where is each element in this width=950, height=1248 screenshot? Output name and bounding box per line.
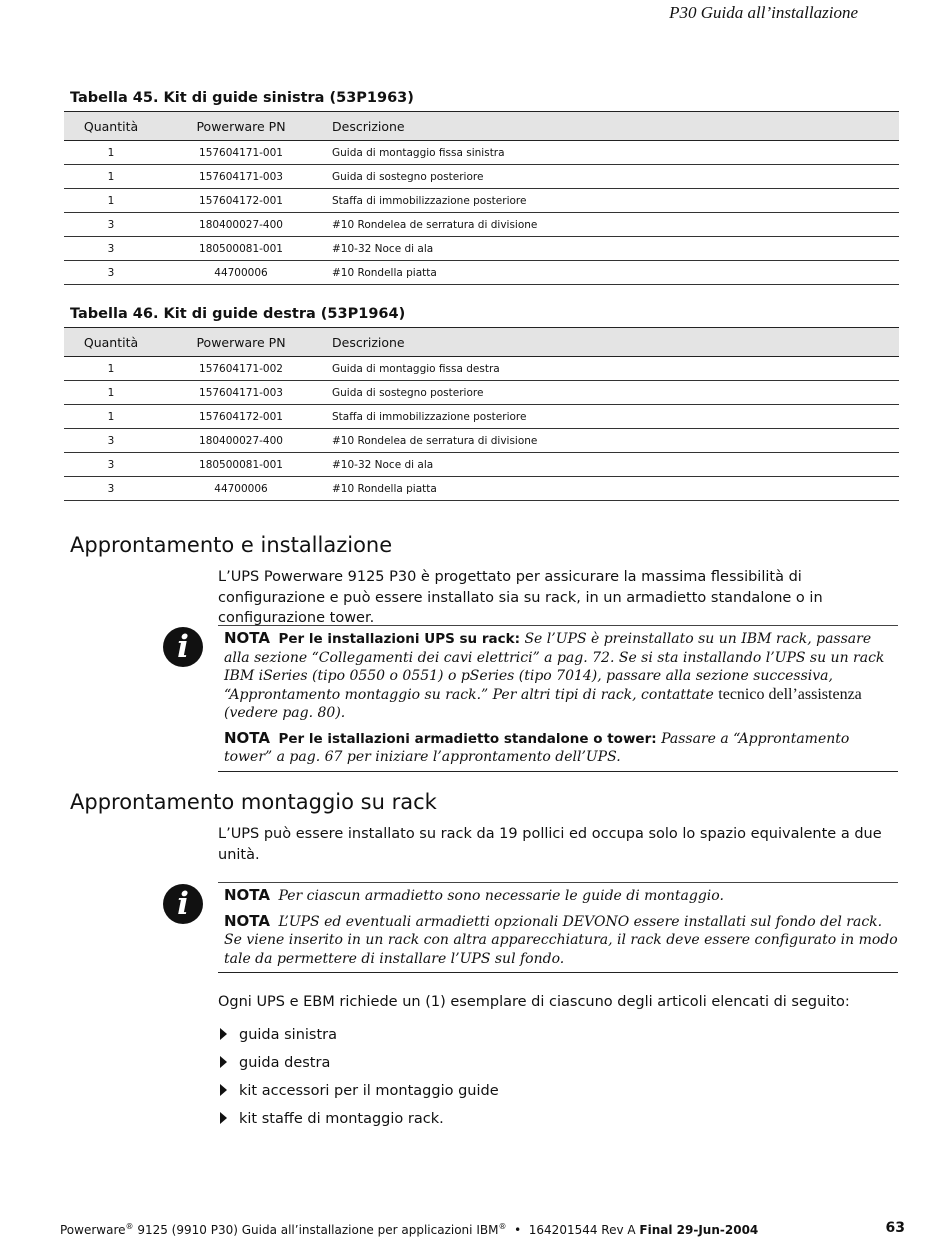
cell-qty: 1 <box>64 189 158 213</box>
cell-desc: Guida di montaggio fissa destra <box>324 357 899 381</box>
table-row <box>64 141 899 165</box>
cell-desc: #10 Rondella piatta <box>324 261 899 285</box>
table-row <box>64 453 899 477</box>
note-bold-lead: Per le installazioni UPS su rack: <box>278 631 521 647</box>
note-rack <box>224 629 898 723</box>
cell-qty: 1 <box>64 381 158 405</box>
cell-qty: 1 <box>64 405 158 429</box>
table-row <box>64 429 899 453</box>
cell-desc: Guida di sostegno posteriore <box>324 381 899 405</box>
triangle-bullet-icon <box>220 1112 227 1124</box>
cell-pn: 180500081-001 <box>158 237 324 261</box>
note-text: Passare a “Approntamento tower” a pag. 67 per iniziare l’approntamento dell’UPS. <box>224 730 850 765</box>
cell-pn: 44700006 <box>158 261 324 285</box>
note-text: Per ciascun armadietto sono necessarie le guide di montaggio. <box>278 888 724 904</box>
table-row <box>64 261 899 285</box>
footer-reg: ® <box>125 1222 134 1231</box>
list-item-text: guida destra <box>239 1055 331 1071</box>
info-icon: i <box>163 627 203 667</box>
cell-pn: 157604171-003 <box>158 165 324 189</box>
note-box-rack <box>218 882 898 973</box>
cell-desc: #10 Rondella piatta <box>324 477 899 501</box>
table-row <box>64 405 899 429</box>
table-45-body <box>64 141 899 285</box>
cell-pn: 157604171-002 <box>158 357 324 381</box>
list-item-text: kit staffe di montaggio rack. <box>239 1111 444 1127</box>
table-row <box>64 477 899 501</box>
note-tail: (vedere pag. 80). <box>224 705 346 721</box>
cell-qty: 3 <box>64 237 158 261</box>
note-bold-lead: Per le istallazioni armadietto standalone o tower: <box>278 730 657 747</box>
cell-pn: 157604171-001 <box>158 141 324 165</box>
page-number: 63 <box>885 1220 905 1236</box>
items-intro: Ogni UPS e EBM richiede un (1) esemplare di ciascuno degli articoli elencati di seguito: <box>218 994 850 1010</box>
info-icon: i <box>163 884 203 924</box>
list-item <box>218 1106 499 1134</box>
table-row <box>64 237 899 261</box>
note-tower <box>224 729 898 767</box>
cell-pn: 44700006 <box>158 477 324 501</box>
cell-pn: 180500081-001 <box>158 453 324 477</box>
section-heading-rack: Approntamento montaggio su rack <box>70 790 437 814</box>
note-bottom <box>224 912 898 969</box>
list-item-text: guida sinistra <box>239 1027 338 1043</box>
cell-qty: 3 <box>64 213 158 237</box>
table-45-title: Tabella 45. Kit di guide sinistra (53P1963) <box>70 90 414 106</box>
table-46-body <box>64 357 899 501</box>
table-row <box>64 381 899 405</box>
cell-qty: 1 <box>64 165 158 189</box>
cell-desc: #10-32 Noce di ala <box>324 237 899 261</box>
footer-reg-2: ® <box>498 1222 507 1231</box>
list-item <box>218 1050 499 1078</box>
table-header-row <box>64 328 899 357</box>
footer-final: Final 29-Jun-2004 <box>639 1223 759 1237</box>
note-box-installazione <box>218 625 898 772</box>
table-header-row <box>64 112 899 141</box>
cell-desc: Guida di montaggio fissa sinistra <box>324 141 899 165</box>
triangle-bullet-icon <box>220 1028 227 1040</box>
list-item <box>218 1078 499 1106</box>
triangle-bullet-icon <box>220 1056 227 1068</box>
note-guides <box>224 886 898 906</box>
note-label: NOTA <box>224 728 270 747</box>
col-header-qty: Quantità <box>64 112 158 141</box>
table-row <box>64 213 899 237</box>
items-list <box>218 1022 499 1134</box>
cell-desc: #10-32 Noce di ala <box>324 453 899 477</box>
col-header-qty: Quantità <box>64 328 158 357</box>
col-header-pn: Powerware PN <box>158 112 324 141</box>
cell-desc: Staffa di immobilizzazione posteriore <box>324 405 899 429</box>
note-label: NOTA <box>224 911 270 930</box>
cell-qty: 3 <box>64 429 158 453</box>
list-item-text: kit accessori per il montaggio guide <box>239 1083 499 1099</box>
footer-model: 9125 (9910 P30) Guida all’installazione per applicazioni IBM <box>133 1223 499 1237</box>
cell-pn: 157604172-001 <box>158 405 324 429</box>
col-header-desc: Descrizione <box>324 112 899 141</box>
cell-qty: 1 <box>64 357 158 381</box>
cell-pn: 180400027-400 <box>158 213 324 237</box>
table-46 <box>64 327 899 501</box>
note-label: NOTA <box>224 886 270 904</box>
cell-desc: #10 Rondelea de serratura di divisione <box>324 213 899 237</box>
table-45 <box>64 111 899 285</box>
cell-qty: 3 <box>64 261 158 285</box>
table-row <box>64 189 899 213</box>
triangle-bullet-icon <box>220 1084 227 1096</box>
page-footer <box>60 1222 758 1237</box>
col-header-pn: Powerware PN <box>158 328 324 357</box>
cell-pn: 157604171-003 <box>158 381 324 405</box>
section-body-installazione: L’UPS Powerware 9125 P30 è progettato per assicurare la massima flessibilità di configurazione e può essere installato sia su rack, in un armadietto standalone o in configurazione tower. <box>218 569 823 626</box>
table-row <box>64 165 899 189</box>
list-item <box>218 1022 499 1050</box>
section-heading-installazione: Approntamento e installazione <box>70 533 393 557</box>
cell-pn: 157604172-001 <box>158 189 324 213</box>
cell-desc: Guida di sostegno posteriore <box>324 165 899 189</box>
note-label: NOTA <box>224 629 270 647</box>
section-body-rack: L’UPS può essere installato su rack da 19 pollici ed occupa solo lo spazio equivalente a due unità. <box>218 826 882 863</box>
cell-qty: 1 <box>64 141 158 165</box>
cell-desc: #10 Rondelea de serratura di divisione <box>324 429 899 453</box>
note-text: L’UPS ed eventuali armadietti opzionali DEVONO essere installati sul fondo del rack. Se viene inserito in un rack con altra apparecchiatura, il rack deve essere configurato in modo tale da permettere di installare l’UPS sul fondo. <box>224 913 898 967</box>
cell-qty: 3 <box>64 477 158 501</box>
col-header-desc: Descrizione <box>324 328 899 357</box>
cell-qty: 3 <box>64 453 158 477</box>
note-text: Se l’UPS è preinstallato su un IBM rack, passare alla sezione “Collegamenti dei cavi elettrici” a pag. 72. Se si sta installando l’UPS su un rack IBM iSeries (tipo 0550 o 0551) o pSeries (tipo 7014), passare alla sezione successiva, “Approntamento montaggio su rack.” Per altri tipi di rack, contattate <box>224 631 885 703</box>
table-46-title: Tabella 46. Kit di guide destra (53P1964) <box>70 306 406 322</box>
cell-desc: Staffa di immobilizzazione posteriore <box>324 189 899 213</box>
footer-brand: Powerware <box>60 1223 126 1237</box>
note-roman: tecnico dell’assistenza <box>718 685 862 703</box>
cell-pn: 180400027-400 <box>158 429 324 453</box>
running-header: P30 Guida all’installazione <box>669 3 858 22</box>
table-row <box>64 357 899 381</box>
footer-doc: • 164201544 Rev A <box>506 1223 640 1237</box>
